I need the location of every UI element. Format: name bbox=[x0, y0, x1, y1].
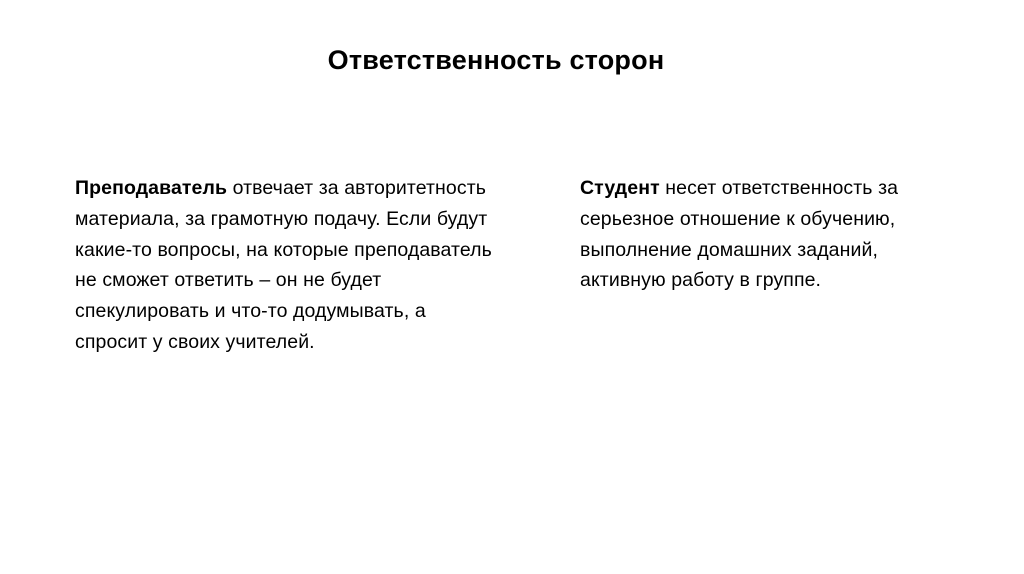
student-lead-label: Студент bbox=[580, 177, 660, 199]
teacher-responsibility-text bbox=[75, 173, 493, 358]
teacher-lead-label: Преподаватель bbox=[75, 177, 228, 199]
slide-title: Ответственность сторон bbox=[327, 45, 665, 75]
student-responsibility-text bbox=[580, 173, 962, 296]
student-body-text: несет ответственность за серьезное отношение к обучению, выполнение домашних заданий, активную работу в группе. bbox=[580, 177, 899, 292]
teacher-body-text: отвечает за авторитетность материала, за грамотную подачу. Если будут какие-то вопросы, на которые преподаватель не сможет ответить – он не будет спекулировать и что-то додумывать, а спросит у своих учителей. bbox=[75, 177, 492, 353]
